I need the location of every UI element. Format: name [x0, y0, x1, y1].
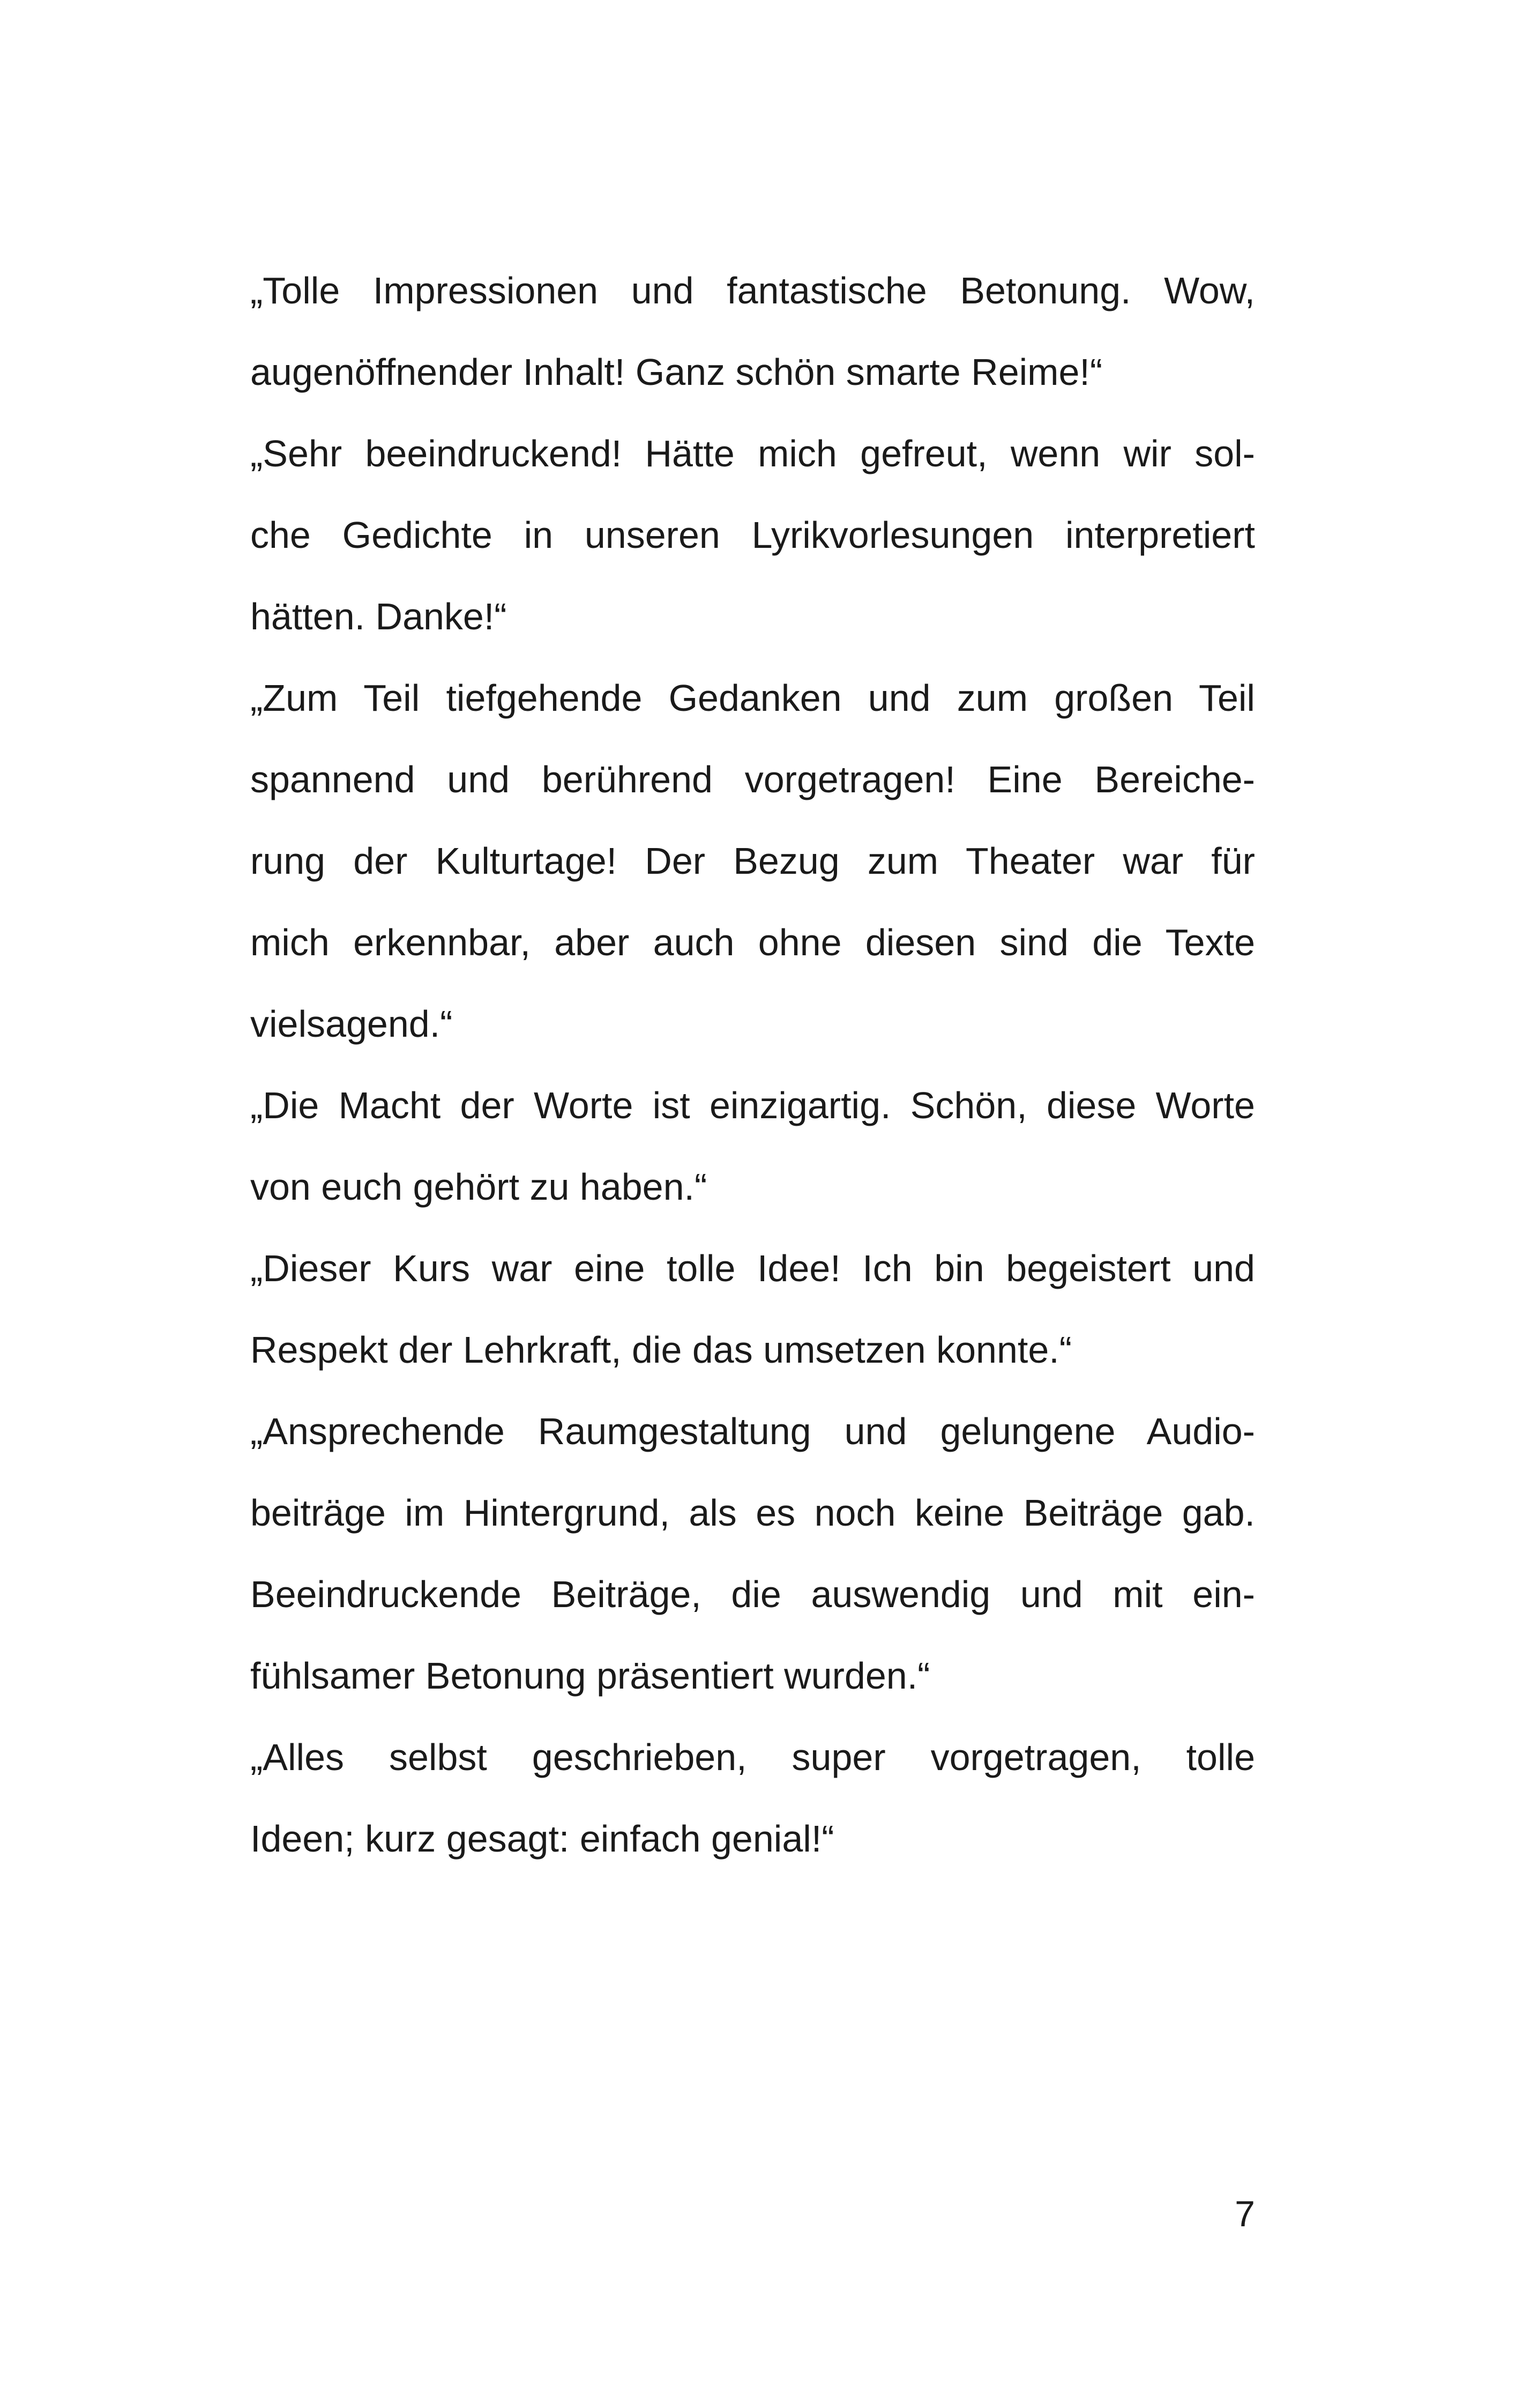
text-line: mich erkennbar, aber auch ohne diesen sind die Texte — [250, 921, 1255, 963]
text-line: „Dieser Kurs war eine tolle Idee! Ich bin begeistert und — [250, 1247, 1255, 1289]
text-line: Respekt der Lehrkraft, die das umsetzen konnte.“ — [250, 1329, 1072, 1371]
text-line: „Zum Teil tiefgehende Gedanken und zum großen Teil — [250, 677, 1255, 719]
text-line: che Gedichte in unseren Lyrikvorlesungen interpretiert — [250, 514, 1255, 556]
text-line: beiträge im Hintergrund, als es noch keine Beiträge gab. — [250, 1492, 1255, 1534]
text-line: „Alles selbst geschrieben, super vorgetragen, tolle — [250, 1736, 1255, 1778]
text-line: augenöffnender Inhalt! Ganz schön smarte Reime!“ — [250, 351, 1103, 393]
text-line: von euch gehört zu haben.“ — [250, 1166, 707, 1208]
text-line: Ideen; kurz gesagt: einfach genial!“ — [250, 1818, 834, 1860]
text-line: hätten. Danke!“ — [250, 596, 507, 637]
text-line: „Sehr beeindruckend! Hätte mich gefreut, wenn wir sol- — [250, 433, 1255, 474]
text-line: rung der Kulturtage! Der Bezug zum Theater war für — [250, 840, 1255, 882]
text-line: fühlsamer Betonung präsentiert wurden.“ — [250, 1655, 930, 1697]
body-text — [250, 250, 1255, 1879]
text-line: Beeindruckende Beiträge, die auswendig und mit ein- — [250, 1573, 1255, 1615]
text-line: vielsagend.“ — [250, 1003, 453, 1045]
text-line: „Ansprechende Raumgestaltung und gelungene Audio- — [250, 1410, 1255, 1452]
text-line: „Die Macht der Worte ist einzigartig. Schön, diese Worte — [250, 1084, 1255, 1126]
text-line: spannend und berührend vorgetragen! Eine Bereiche- — [250, 759, 1255, 800]
text-line: „Tolle Impressionen und fantastische Betonung. Wow, — [250, 270, 1255, 311]
page-number: 7 — [1235, 2194, 1255, 2234]
